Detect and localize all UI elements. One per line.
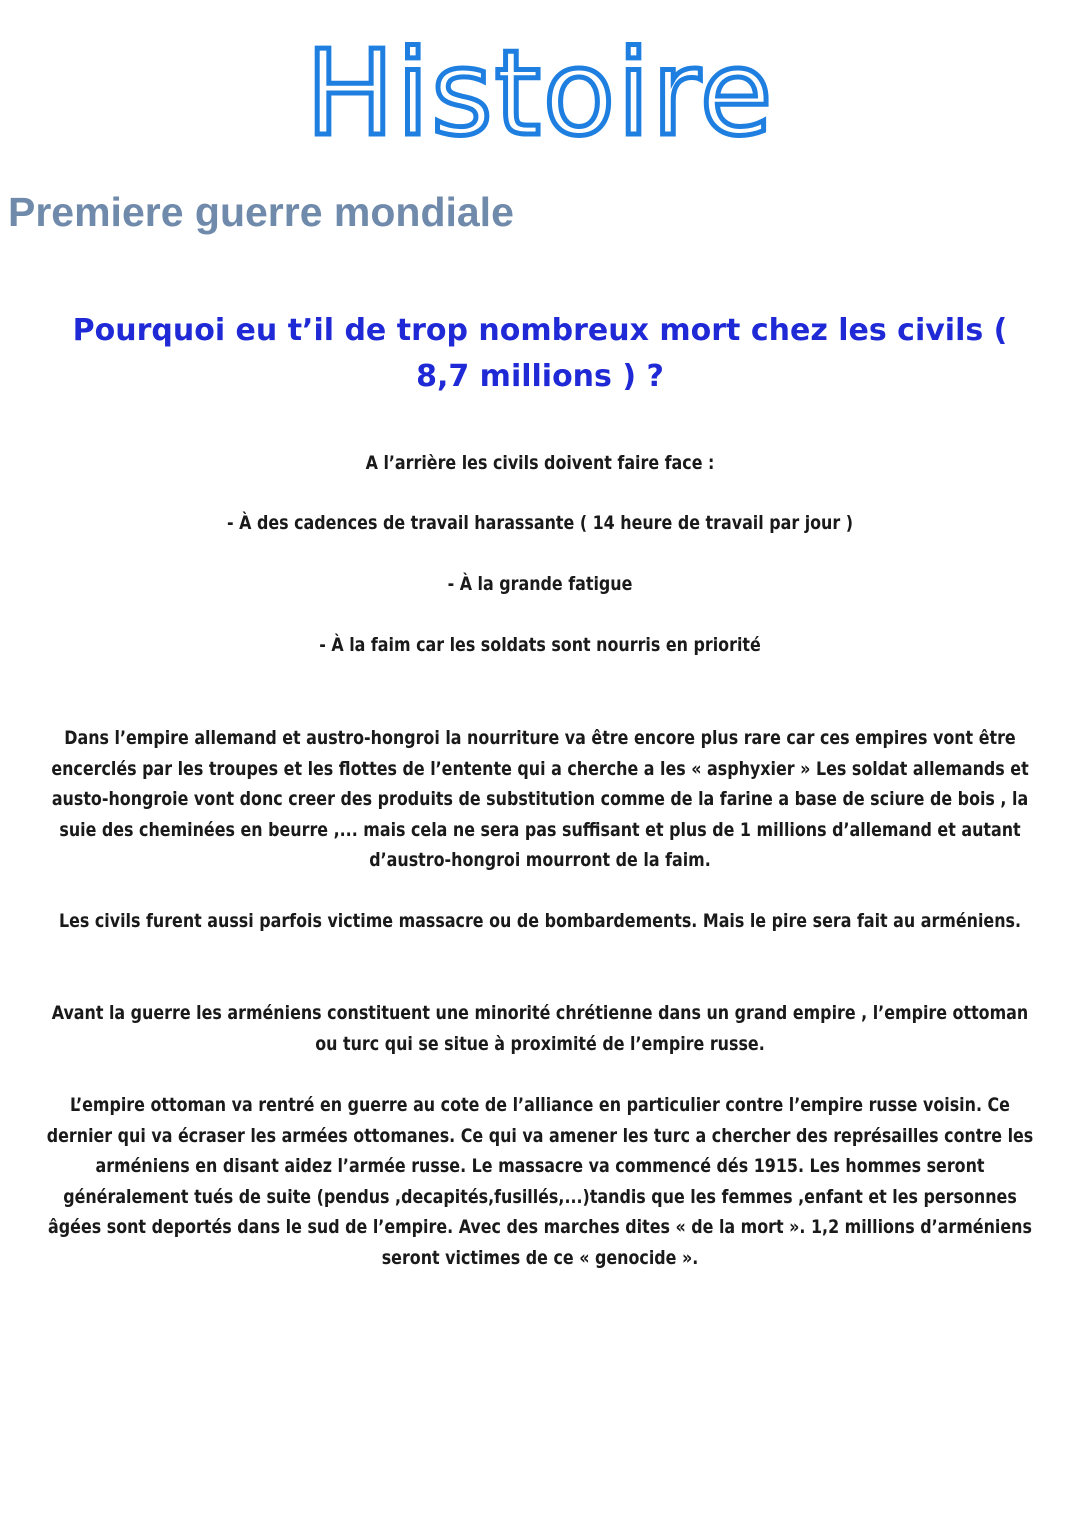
paragraph-armenians: Avant la guerre les arméniens constituent une minorité chrétienne dans un grand empire , l’empire ottoman ou turc qui se situe à proximité de l’empire russe. <box>51 1002 1029 1055</box>
page-subtitle: Premiere guerre mondiale <box>8 189 514 235</box>
paragraph-genocide: L’empire ottoman va rentré en guerre au cote de l’alliance en particulier contre l’empire russe voisin. Ce dernier qui va écraser les armées ottomanes. Ce qui va amener les turc a chercher des représailles contre les arméniens en disant aidez l’armée russe. Le massacre va commencé dés 1915. Les hommes seront généralement tués de suite (pendus ,decapités,fusillés,...)tandis que les femmes ,enfant et les personnes âgées sont deportés dans le sud de l’empire. Avec des marches dites « de la mort ». 1,2 millions d’arméniens seront victimes de ce « genocide ». <box>46 1094 1034 1269</box>
intro-text: A l’arrière les civils doivent faire face : <box>365 452 715 474</box>
section-question: Pourquoi eu t’il de trop nombreux mort chez les civils ( 8,7 millions ) ? <box>72 313 1008 394</box>
page-title: Histoire <box>305 24 775 162</box>
list-item: - À la grande fatigue <box>447 573 633 595</box>
list-item: - À des cadences de travail harassante ( 14 heure de travail par jour ) <box>226 512 854 534</box>
list-item: - À la faim car les soldats sont nourris en priorité <box>319 634 761 656</box>
paragraph-famine: Dans l’empire allemand et austro-hongroi la nourriture va être encore plus rare car ces empires vont être encerclés par les troupes et les flottes de l’entente qui a cherche a les « asphyxier » Les soldat allemands et austo-hongroie vont donc creer des produits de substitution comme de la farine a base de sciure de bois , la suie des cheminées en beurre ,... mais cela ne sera pas suffisant et plus de 1 millions d’allemand et autant d’austro-hongroi mourront de la faim. <box>51 727 1029 871</box>
paragraph-massacres: Les civils furent aussi parfois victime massacre ou de bombardements. Mais le pire sera fait au arméniens. <box>58 910 1022 932</box>
